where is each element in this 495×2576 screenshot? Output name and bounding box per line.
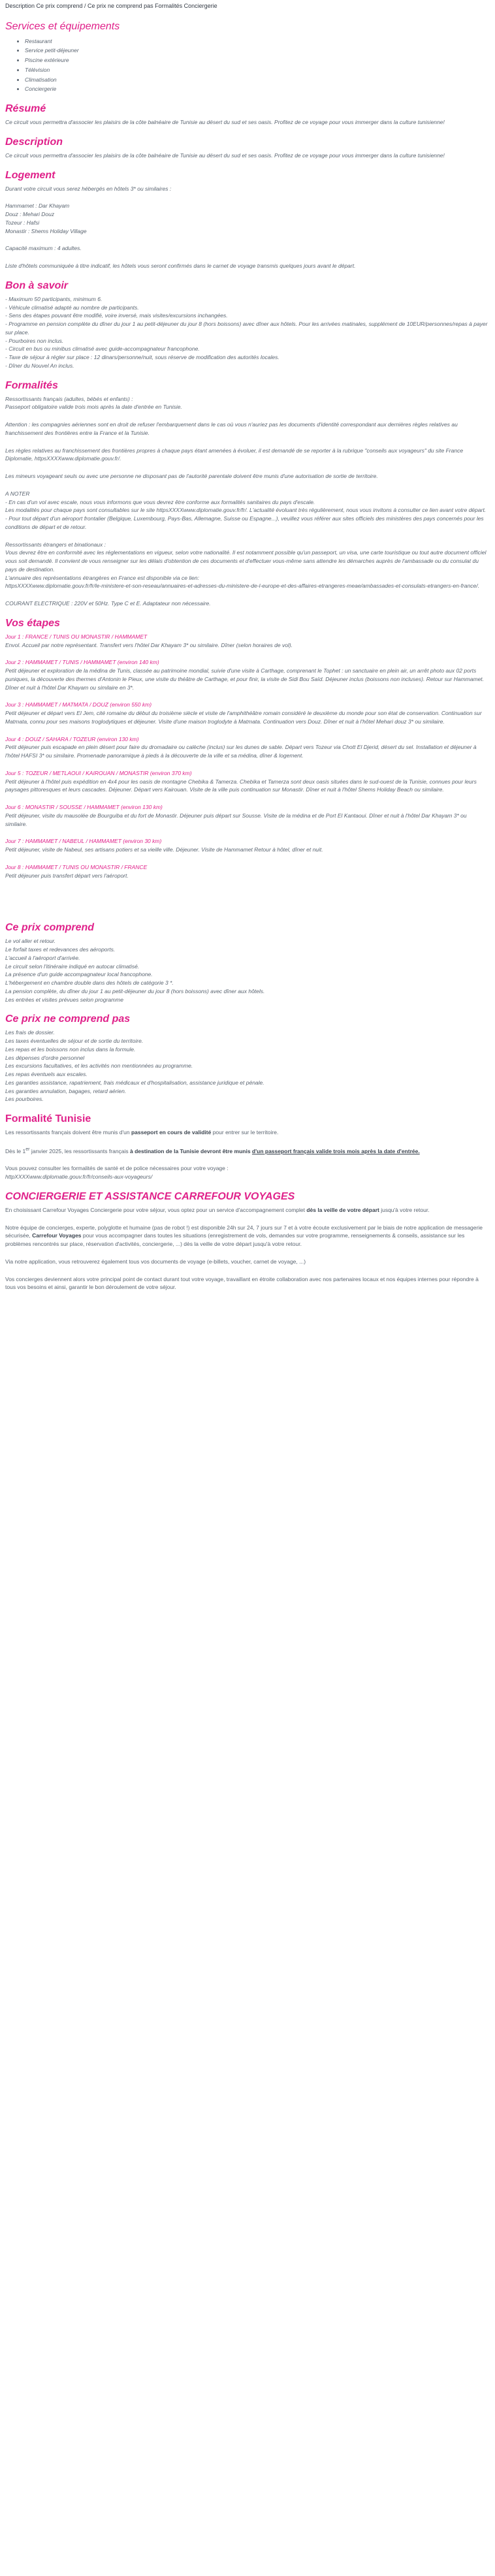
text-span: jusqu'à votre retour. [379, 1206, 430, 1213]
day-title: Jour 3 : HAMMAMET / MATMATA / DOUZ (environ 550 km) [5, 701, 152, 708]
price-line: La présence d'un guide accompagnateur local francophone. [5, 971, 153, 978]
day-title: Jour 6 : MONASTIR / SOUSSE / HAMMAMET (environ 130 km) [5, 804, 163, 810]
price-line: Les garanties assistance, rapatriement, frais médicaux et d'hospitalisation, assistance juridique et pénale. [5, 1079, 264, 1086]
price-line: Les pourboires. [5, 1096, 44, 1103]
tunisie-passport-line [5, 1128, 490, 1137]
day-title: Jour 4 : DOUZ / SAHARA / TOZEUR (environ 130 km) [5, 735, 139, 742]
price-line: Les excursions facultatives, et les activités non mentionnées au programme. [5, 1062, 193, 1070]
price-line: Les taxes éventuelles de séjour et de sortie du territoire. [5, 1038, 144, 1044]
hotel-line: Hammamet : Dar Khayam [5, 202, 70, 210]
formalites-paragraph: Attention : les compagnies aériennes sont en droit de refuser l'embarquement dans le cas où vous n'auriez pas les documents d'identité correspondant aux dernières règles relatives au franchissement des frontières entre la France et la Tunisie. [5, 421, 458, 436]
description-text: Ce circuit vous permettra d'associer les plaisirs de la côte balnéaire de Tunisie au désert du sud et ses oasis. Profitez de ce voyage pour vous immerger dans la culture tunisienne! [5, 151, 445, 159]
price-line: La pension complète, du dîner du jour 1 au petit-déjeuner du jour 8 (hors boissons) avec dîner aux hôtels. [5, 987, 265, 994]
text-span: pour entrer sur le territoire. [211, 1129, 279, 1136]
price-line: Le circuit selon l'itinéraire indiqué en autocar climatisé. [5, 962, 140, 970]
list-item: • Service petit-déjeuner [25, 46, 490, 55]
price-line: Les repas éventuels aux escales. [5, 1071, 88, 1077]
day-text: Envol. Accueil par notre représentant. Transfert vers l'hôtel Dar Khayam 3* ou similaire. Dîner (selon horaires de vol). [5, 641, 293, 648]
hotel-line: Douz : Mehari Douz [5, 211, 55, 217]
info-line: - Dîner du Nouvel An inclus. [5, 362, 74, 369]
list-item: • Télévision [25, 66, 490, 74]
text-span: Notre équipe de concierges, experte, polyglotte et humaine (pas de robot !) est disponible 24h sur 24, 7 jours sur 7 et à votre écoute exclusivement par le biais de notre application de messagerie sécurisée, [5, 1224, 483, 1239]
destination-emphasis: à destination de la Tunisie devront être munis [130, 1147, 252, 1154]
day-title: Jour 2 : HAMMAMET / TUNIS / HAMMAMET (environ 140 km) [5, 659, 159, 666]
page [0, 2, 495, 1298]
price-line: Le vol aller et retour. [5, 938, 56, 945]
day-title: Jour 8 : HAMMAMET / TUNIS OU MONASTIR / FRANCE [5, 863, 148, 870]
hotel-line: Monastir : Shems Holiday Village [5, 227, 87, 234]
top-nav-line: Description Ce prix comprend / Ce prix ne comprend pas Formalités Conciergerie [5, 3, 217, 9]
capacity-text: Capacité maximum : 4 adultes. [5, 245, 82, 252]
text-span: Les ressortissants français doivent être munis d'un [5, 1129, 131, 1136]
price-line: Les entrées et visites prévues selon programme [5, 996, 123, 1003]
info-line: - Sens des étapes pouvant être modifié, voire inversé, mais visites/excursions inchangées. [5, 312, 228, 319]
validity-emphasis: d'un passeport français valide trois mois après la date d'entrée. [251, 1147, 420, 1154]
veille-emphasis: dès la veille de votre départ [306, 1206, 379, 1213]
formalites-paragraph: Les règles relatives au franchissement des frontières propres à chaque pays étant amenées à évoluer, il est demandé de se reporter à la rubrique "conseils aux voyageurs" du site France Diplomatie, httpsXXXXwww.diplomatie.gouv.fr/. [5, 447, 464, 462]
price-line: L'accueil à l'aéroport d'arrivée. [5, 954, 80, 961]
etapes-title: Vos étapes [5, 617, 60, 629]
day-title: Jour 5 : TOZEUR / METLAOUI / KAIROUAN / MONASTIR (environ 370 km) [5, 769, 192, 776]
day-text: Petit déjeuner puis transfert départ vers l'aéroport. [5, 872, 129, 879]
hotel-line: Tozeur : Hafsi [5, 219, 40, 226]
tunisie-2025-line [5, 1146, 490, 1156]
bon-a-savoir-title: Bon à savoir [5, 279, 69, 291]
day-text: Petit déjeuner puis escapade en plein désert pour faire du dromadaire ou calèche (inclus) sur les dunes de sable. Départ vers Tozeur via Chott El Djerid, désert du sel. Installation et déjeuner à l'hôtel HAFSI 3* ou similaire. Promenade panoramique à pieds à la découverte de la ville et sa médina, dîner & logement. [5, 744, 477, 759]
day-text: Petit déjeuner et départ vers El Jem, cité romaine du début du troisième siècle et visite de l'amphithéâtre romain considéré le deuxième du monde pour son état de conservation. Continuation sur Matmata, connu pour ses maisons troglodytiques et déjeuner. Visite d'une maison troglodyte à Matmata. Continuation vers Douz. Dîner et nuit à l'hôtel Mehari douz 3* ou similaire. [5, 710, 482, 725]
logement-intro: Durant votre circuit vous serez hébergés en hôtels 3* ou similaires : [5, 185, 172, 192]
list-item: • Restaurant [25, 37, 490, 46]
formalites-paragraph: A NOTER - En cas d'un vol avec escale, nous vous informons que vous devrez être conforme aux formalités sanitaires du pays d'escale. Les modalités pour chaque pays sont consultables sur le site httpsXXXXwww.diplomatie.gouv.fr/fr/. L'actualité évoluant très régulièrement, nous vous invitons à consulter ce lien avant votre départ. - Pour tout départ d'un aéroport frontalier (Belgique, Luxembourg, Pays-Bas, Allemagne, Suisse ou Espagne...), veuillez vous référer aux sites officiels des ministères des pays concernés pour les conditions de départ et de retour. [5, 490, 487, 530]
logement-note: Liste d'hôtels communiquée à titre indicatif, les hôtels vous seront confirmés dans le carnet de voyage transmis quelques jours avant le départ. [5, 262, 356, 269]
tunisie-consult-line: Vous pouvez consulter les formalités de santé et de police nécessaires pour votre voyage : [5, 1165, 229, 1172]
logement-title: Logement [5, 169, 56, 181]
equipements-title: Services et équipements [5, 20, 120, 32]
price-line: Les garanties annulation, bagages, retard aérien. [5, 1087, 127, 1094]
day-text: Petit déjeuner et exploration de la médina de Tunis, classée au patrimoine mondial, suivie d'une visite à Carthage, comprenant le Tophet : un sanctuaire en plein air, un arrêt photo aux 02 ports puniques, la découverte des thermes d'Antonin le Pieux, une visite du théâtre de Carthage, et pour finir, la visite de Sidi Bou Saïd. Déjeuner inclus (boissons non incluses). Retour sur Hammamet. Dîner et nuit à l'hôtel Dar Khayam ou similaire en 3*. [5, 667, 485, 691]
formalites-paragraph: Ressortissants français (adultes, bébés et enfants) : Passeport obligatoire valide trois mois après la date d'entrée en Tunisie. [5, 395, 182, 411]
list-item: • Conciergerie [25, 85, 490, 93]
info-line: - Taxe de séjour à régler sur place : 12 dinars/personne/nuit, sous réserve de modification des autorités locales. [5, 354, 279, 360]
passport-emphasis: passeport en cours de validité [131, 1129, 212, 1136]
conciergerie-paragraph [5, 1224, 490, 1248]
conciergerie-title: CONCIERGERIE ET ASSISTANCE CARREFOUR VOYAGES [5, 1190, 295, 1202]
text-span: En choisissant Carrefour Voyages Conciergerie pour votre séjour, vous optez pour un service d'accompagnement complet [5, 1206, 307, 1213]
formalites-paragraph: Ressortissants étrangers et binationaux : Vous devrez être en conformité avec les réglementations en vigueur, selon votre nationalité. Il est notamment possible qu'un passeport, un visa, une carte touristique ou tout autre document officiel vous soit demandé. Il convient de vous renseigner sur les délais d'obtention de ces documents et d'effectuer vous-même sans attendre les démarches auprès de l'ambassade ou du consulat du pays de destination. L'annuaire des représentations étrangères en France est disponible via ce lien: httpsXXXXwww.diplomatie.gouv.fr/fr/le-ministere-et-son-reseau/annuaires-et-adresses-du-ministere-de-l-europe-et-des-affaires-etrangeres-meae/ambassades-et-consulats-etrangers-en-france/. [5, 541, 487, 590]
info-line: - Véhicule climatisé adapté au nombre de participants. [5, 304, 139, 311]
list-item: • Climatisation [25, 76, 490, 84]
ordinal-sup: er [25, 1146, 30, 1152]
day-text: Petit déjeuner, visite du mausolée de Bourguiba et du fort de Monastir. Déjeuner puis départ sur Sousse. Visite de la médina et de Port El Kantaoui. Dîner et nuit à l'hôtel Dar Khayam 3* ou similaire. [5, 812, 467, 827]
price-line: Le forfait taxes et redevances des aéroports. [5, 946, 116, 953]
conciergerie-paragraph: Via notre application, vous retrouverez également tous vos documents de voyage (e-billets, voucher, carnet de voyage, ...) [5, 1258, 306, 1265]
info-line: - Circuit en bus ou minibus climatisé avec guide-accompagnateur francophone. [5, 345, 200, 353]
price-line: L'hébergement en chambre double dans des hôtels de catégorie 3 *. [5, 979, 174, 986]
text-span: Dès le 1 [5, 1147, 26, 1154]
price-line: Les repas et les boissons non inclus dans la formule. [5, 1045, 136, 1053]
list-item: • Piscine extérieure [25, 56, 490, 65]
info-line: - Programme en pension complète du dîner du jour 1 au petit-déjeuner du jour 8 (hors boissons) avec dîner aux hôtels. Pour les arrivées matinales, supplément de 10EUR/personnes/repas à payer sur place. [5, 321, 488, 336]
resume-title: Résumé [5, 103, 46, 114]
conciergerie-paragraph [5, 1206, 490, 1215]
day-text: Petit déjeuner à l'hôtel puis expédition en 4x4 pour les oasis de montagne Chebika & Tamerza. Chebika et Tamerza sont deux oasis situées dans le sud-ouest de la Tunisie, connues pour leurs paysages pittoresques et leurs cascades. Déjeuner. Départ vers Kairouan. Visite de la ville puis continuation sur Monastir. Dîner et nuit à l'hôtel Shems Holiday Beach ou similaire. [5, 778, 477, 793]
text-span: janvier 2025, les ressortissants français [29, 1147, 131, 1154]
prix-ne-comprend-title: Ce prix ne comprend pas [5, 1013, 131, 1025]
description-title: Description [5, 136, 63, 148]
formalites-paragraph: COURANT ELECTRIQUE : 220V et 50Hz. Type C et E. Adaptateur non nécessaire. [5, 600, 211, 607]
conciergerie-paragraph: Vos concierges deviennent alors votre principal point de contact durant tout votre voyage, travaillant en étroite collaboration avec nos partenaires locaux et nos équipes internes pour répondre à tous vos besoins et ainsi, garantir le bon déroulement de votre séjour. [5, 1275, 479, 1291]
resume-text: Ce circuit vous permettra d'associer les plaisirs de la côte balnéaire de Tunisie au désert du sud et ses oasis. Profitez de ce voyage pour vous immerger dans la culture tunisienne! [5, 119, 445, 125]
formalites-paragraph: Les mineurs voyageant seuls ou avec une personne ne disposant pas de l'autorité parentale doivent être munis d'une autorisation de sortie de territoire. [5, 473, 378, 479]
tunisie-link[interactable]: httpXXXXwww.diplomatie.gouv.fr/fr/conseils-aux-voyageurs/ [5, 1173, 153, 1181]
formalites-title: Formalités [5, 379, 58, 391]
day-title: Jour 7 : HAMMAMET / NABEUL / HAMMAMET (environ 30 km) [5, 838, 162, 845]
day-title: Jour 1 : FRANCE / TUNIS OU MONASTIR / HAMMAMET [5, 633, 148, 640]
text-span: pour vous accompagner dans toutes les situations (enregistrement de vols, demandes sur votre programme, renseignements & conseils, assistance sur les problèmes rencontrés sur place, réservation d'activités, conciergerie, ...) dès la veille de votre départ jusqu'à votre retour. [5, 1232, 465, 1248]
price-line: Les dépenses d'ordre personnel [5, 1054, 85, 1061]
price-line: Les frais de dossier. [5, 1029, 55, 1036]
day-text: Petit déjeuner, visite de Nabeul, ses artisans potiers et sa vieille ville. Déjeuner. Visite de Hammamet Retour à hôtel, dîner et nuit. [5, 846, 323, 853]
equipements-list [5, 37, 490, 94]
formalite-tunisie-title: Formalité Tunisie [5, 1113, 91, 1124]
brand-emphasis: Carrefour Voyages [32, 1232, 82, 1239]
info-line: - Maximum 50 participants, minimum 6. [5, 295, 103, 302]
prix-comprend-title: Ce prix comprend [5, 922, 95, 934]
info-line: - Pourboires non inclus. [5, 337, 64, 344]
